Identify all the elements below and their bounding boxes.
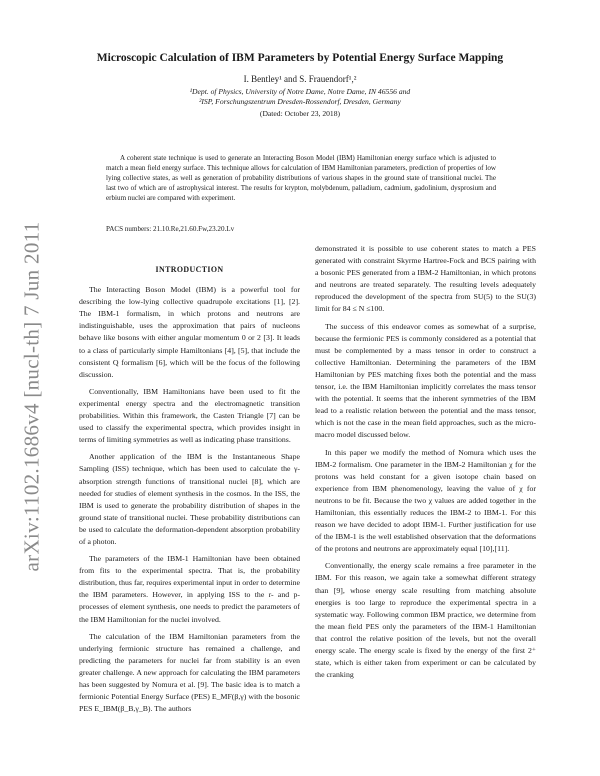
abstract: A coherent state technique is used to generate an Interacting Boson Model (IBM) Hamiltonian energy surface which is adjusted to match a mean field energy surface. This technique allows for calculation of IBM Hamiltonian parameters, prediction of properties of low lying collective states, as well as generation of probability distributions of various shapes in the ground state of transitional nuclei. The last two of which are of astrophysical interest. The results for krypton, molybdenum, palladium, cadmium, gadolinium, dysprosium and erbium nuclei are compared with experiment. <box>106 154 496 203</box>
affiliation-1: ¹Dept. of Physics, University of Notre Dame, Notre Dame, IN 46556 and <box>189 87 411 96</box>
paper-title: Microscopic Calculation of IBM Parameters by Potential Energy Surface Mapping <box>96 52 504 64</box>
left-paragraph-4: The parameters of the IBM-1 Hamiltonian have been obtained from fits to the experimental spectra. That is, the probability distribution, thus far, requires experimental input in order to determine the IBM parameters. However, in applying ISS to the r- and p- processes of element synthesis, one needs to predict the parameters of the IBM Hamiltonian for the nuclei involved. <box>79 554 300 624</box>
right-paragraph-3: In this paper we modify the method of Nomura which uses the IBM-2 formalism. One parameter in the IBM-2 Hamiltonian χ for the protons was held constant for a given isotope chain based on experience from IBM phenomenology, leaving the value of χ for neutrons to be fit. Because the two χ values are added together in the Hamiltonian, this essentially reduces the IBM-2 to IBM-1. For this reason we have decided to adopt IBM-1. Further justification for use of the IBM-1 is the well established observation that the deformations of the protons and neutrons are approximately equal [10],[11]. <box>315 447 536 554</box>
right-paragraph-2: The success of this endeavor comes as somewhat of a surprise, because the fermionic PES is commonly considered as a potential that must be complemented by a mass tensor in order to construct a collective Hamiltonian. Determining the parameters of the IBM Hamiltonian by PES matching fixes both the potential and the mass tensor, i.e. the IBM Hamiltonian implicitly correlates the mass tensor with the potential. It seems that the inherent symmetries of the IBM lead to a realistic relation between the potential and the mass tensor, which is not the case in the mean field approaches, such as the micro-macro model discussed below. <box>315 321 536 440</box>
section-heading-introduction: INTRODUCTION <box>155 265 224 274</box>
left-paragraph-1: The Interacting Boson Model (IBM) is a powerful tool for describing the low-lying collective quadrupole excitations [1], [2]. The IBM-1 formalism, in which protons and neutrons are indistinguishable, uses the approximation that pairs of nucleons behave like bosons with either angular momentum 0 or 2 [3]. It leads to a class of particularly simple Hamiltonians [4], [5], that include the consistent Q formalism [6], which will be the focus of the following discussion. <box>79 285 300 379</box>
left-paragraph-2: Conventionally, IBM Hamiltonians have been used to fit the experimental energy spectra and the electromagnetic transition probabilities. Within this framework, the Casten Triangle [7] can be used to classify the experimental spectra, which provides insight in terms of limiting symmetries as well as indicating phase transitions. <box>79 386 300 445</box>
left-paragraph-3: Another application of the IBM is the Instantaneous Shape Sampling (ISS) technique, which has been used to calculate the γ-absorption strength functions of transitional nuclei [8], which are needed for studies of element synthesis in the cosmos. In the ISS, the IBM is used to generate the probability distribution of shapes in the ground state of transitional nuclei. These probability distributions can be used to calculate the deformation-dependent absorption probability of a photon. <box>79 452 300 546</box>
left-column <box>79 264 300 720</box>
pacs-numbers: PACS numbers: 21.10.Re,21.60.Fw,23.20.Lv <box>106 225 235 233</box>
arxiv-id-text: arXiv:1102.1686v4 [nucl-th] 7 Jun 2011 <box>19 221 44 571</box>
arxiv-identifier-stamp <box>10 221 54 571</box>
affiliation-2: ²ISP, Forschungszentrum Dresden-Rossendorf, Dresden, Germany <box>199 97 401 106</box>
right-paragraph-1: demonstrated it is possible to use coherent states to match a PES generated with constraint Skyrme Hartree-Fock and BCS pairing with a bosonic PES generated from a IBM-2 Hamiltonian, in which protons and neutrons are treated separately. The resulting levels adequately reproduced the development of the spectra from SU(5) to the SU(3) limit for 84 ≤ N ≤100. <box>315 244 536 314</box>
right-column <box>315 243 536 686</box>
right-paragraph-4: Conventionally, the energy scale remains a free parameter in the IBM. For this reason, we again take a somewhat different strategy than [9], whose energy scale resulting from matching absolute energies is too large to reproduce the experimental spectra in a systematic way. Following common IBM practice, we determine from the mean field PES only the parameters of the IBM-1 Hamiltonian that control the relative position of the levels, but not the overall energy scale. The energy scale is fixed by the energy of the first 2⁺ state, which is either taken from experiment or can be calculated by the cranking <box>315 561 536 680</box>
left-paragraph-5: The calculation of the IBM Hamiltonian parameters from the underlying fermionic structure has remained a challenge, and predicting the parameters for nuclei far from stability is an even greater challenge. A new approach for calculating the IBM parameters has been suggested by Nomura et al. [9]. The basic idea is to match a fermionic Potential Energy Surface (PES) E_MF(β,γ) with the bosonic PES E_IBM(β_B,γ_B). The authors <box>79 631 300 714</box>
date-line: (Dated: October 23, 2018) <box>259 109 341 118</box>
author-list: I. Bentley¹ and S. Frauendorf¹,² <box>243 74 357 84</box>
